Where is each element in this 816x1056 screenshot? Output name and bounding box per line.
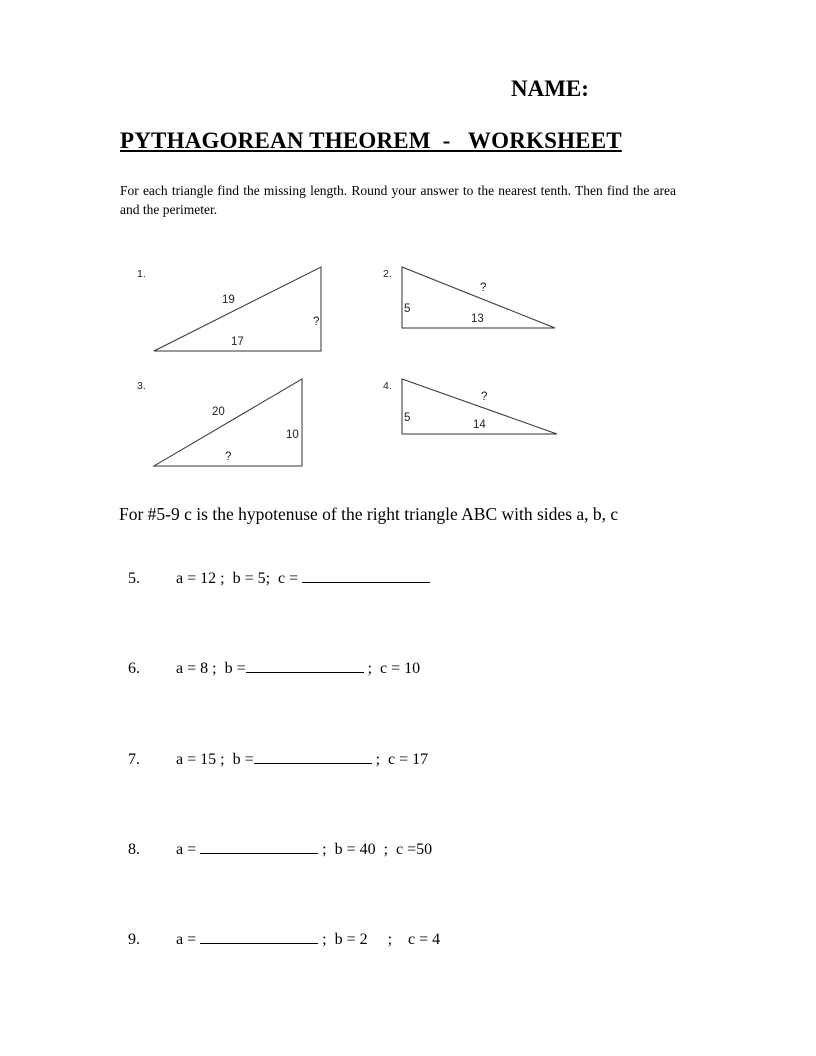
problem-text: ; b = 2 ; c = 4 — [318, 931, 441, 948]
problem-number: 8. — [128, 841, 140, 858]
problem-number: 5. — [128, 570, 140, 587]
triangle-2-vertical: 5 — [404, 303, 411, 315]
instructions: For each triangle find the missing length. Round your answer to the nearest tenth. Then find the area and the perimeter. — [120, 183, 676, 217]
triangle-1 — [137, 267, 321, 351]
triangle-2-base: 13 — [471, 313, 484, 325]
problem-text: ; b = 40 ; c =50 — [318, 841, 433, 858]
triangle-4-vertical: 5 — [404, 412, 411, 424]
section-intro: For #5-9 c is the hypotenuse of the right triangle ABC with sides a, b, c — [119, 504, 619, 524]
answer-blank[interactable] — [254, 749, 372, 764]
problem-text: a = 8 ; b = — [176, 660, 246, 677]
problem-number: 9. — [128, 931, 140, 948]
problem-6 — [120, 640, 420, 678]
triangle-3-hypotenuse: 20 — [212, 406, 225, 418]
triangle-3-number: 3. — [137, 380, 146, 392]
triangle-2-number: 2. — [383, 268, 392, 280]
problem-9 — [120, 911, 440, 949]
triangle-4-hypotenuse: ? — [481, 391, 488, 403]
problem-5 — [120, 550, 430, 588]
triangle-4-base: 14 — [473, 419, 486, 431]
problem-number: 7. — [128, 751, 140, 768]
problem-8 — [120, 821, 432, 859]
problem-7 — [120, 731, 428, 769]
triangle-1-hypotenuse: 19 — [222, 294, 235, 306]
problem-text: a = — [176, 931, 201, 948]
name-label: NAME: — [511, 76, 589, 101]
triangle-4-number: 4. — [383, 380, 392, 392]
problem-text: a = 15 ; b = — [176, 751, 254, 768]
problem-text: a = 12 ; b = 5; c = — [176, 570, 303, 587]
problem-number: 6. — [128, 660, 140, 677]
answer-blank[interactable] — [200, 839, 318, 854]
problem-text: ; c = 10 — [363, 660, 421, 677]
triangle-4 — [383, 379, 557, 434]
worksheet-title: PYTHAGOREAN THEOREM - WORKSHEET — [120, 128, 622, 153]
answer-blank[interactable] — [246, 658, 364, 673]
triangle-3-base: ? — [225, 451, 232, 463]
triangle-3 — [137, 379, 302, 466]
triangle-1-vertical: ? — [313, 316, 320, 328]
problem-text: a = — [176, 841, 201, 858]
triangle-1-number: 1. — [137, 268, 146, 280]
triangle-1-base: 17 — [231, 336, 244, 348]
triangle-2-hypotenuse: ? — [480, 282, 487, 294]
problem-text: ; c = 17 — [371, 751, 429, 768]
triangle-3-vertical: 10 — [286, 429, 299, 441]
answer-blank[interactable] — [302, 568, 430, 583]
triangle-2 — [383, 267, 555, 328]
answer-blank[interactable] — [200, 929, 318, 944]
